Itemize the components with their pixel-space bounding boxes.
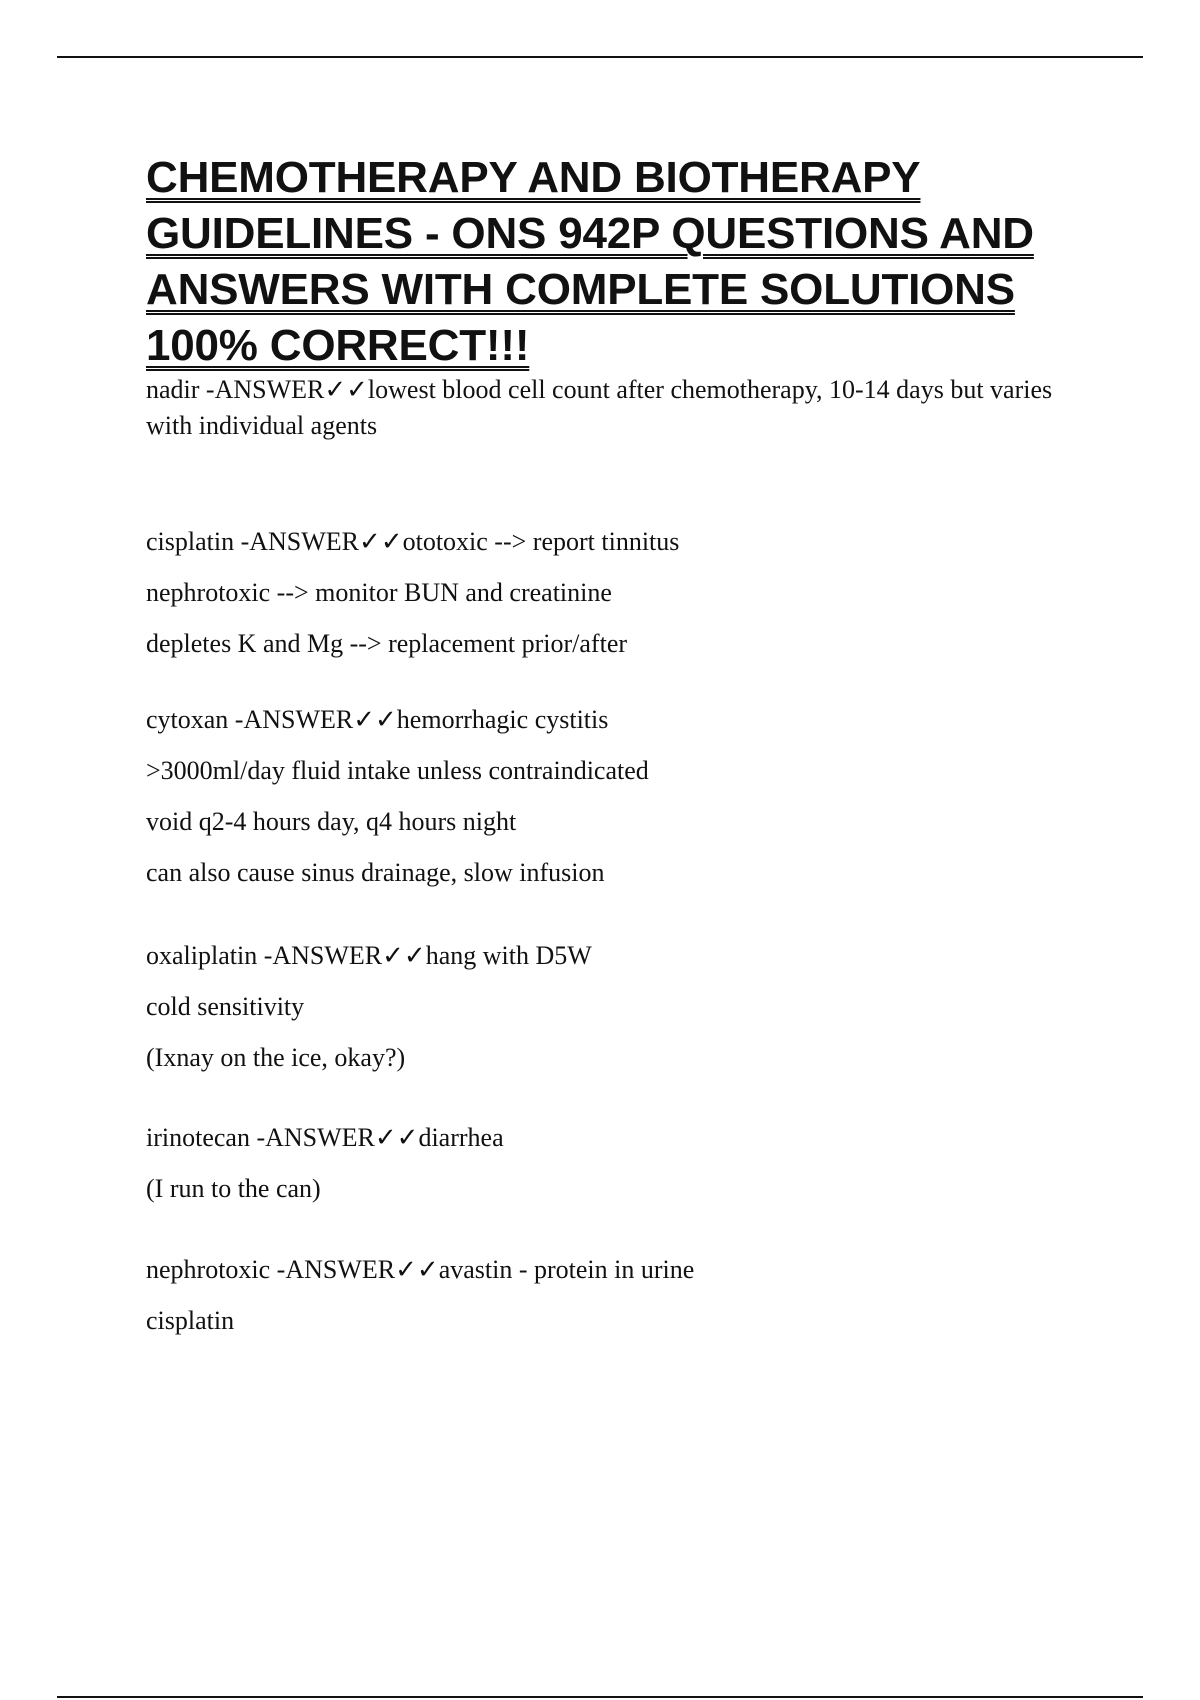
qa-entry-nephrotoxic	[146, 1252, 1086, 1339]
entry-line: nadir -ANSWER✓✓lowest blood cell count after chemotherapy, 10-14 days but varies with individual agents	[146, 375, 1053, 440]
qa-entry-nadir	[146, 372, 1086, 444]
qa-entry-cytoxan	[146, 702, 1086, 891]
qa-entry-oxaliplatin	[146, 938, 1086, 1076]
entry-line: cisplatin -ANSWER✓✓ototoxic --> report tinnitus	[146, 527, 680, 556]
page-top-rule	[57, 56, 1143, 58]
entry-line: nephrotoxic -ANSWER✓✓avastin - protein in urine	[146, 1255, 695, 1284]
entry-line: >3000ml/day fluid intake unless contraindicated	[146, 756, 649, 785]
qa-entry-cisplatin	[146, 524, 1086, 662]
entry-line: void q2-4 hours day, q4 hours night	[146, 807, 517, 836]
entry-line: (Ixnay on the ice, okay?)	[146, 1043, 406, 1072]
entry-line: depletes K and Mg --> replacement prior/after	[146, 629, 628, 658]
page-bottom-rule	[57, 1696, 1143, 1698]
entry-line: (I run to the can)	[146, 1174, 321, 1203]
entry-line: can also cause sinus drainage, slow infusion	[146, 858, 605, 887]
entry-line: irinotecan -ANSWER✓✓diarrhea	[146, 1123, 504, 1152]
qa-entry-irinotecan	[146, 1120, 1086, 1207]
entry-line: cold sensitivity	[146, 992, 305, 1021]
entry-line: nephrotoxic --> monitor BUN and creatinine	[146, 578, 612, 607]
entry-line: cytoxan -ANSWER✓✓hemorrhagic cystitis	[146, 705, 609, 734]
entry-line: oxaliplatin -ANSWER✓✓hang with D5W	[146, 941, 592, 970]
document-title: CHEMOTHERAPY AND BIOTHERAPY GUIDELINES - ONS 942P QUESTIONS AND ANSWERS WITH COMPLETE SOLUTIONS 100% CORRECT!!!	[146, 153, 1034, 370]
document-body	[146, 150, 1086, 1354]
entry-line: cisplatin	[146, 1306, 235, 1335]
